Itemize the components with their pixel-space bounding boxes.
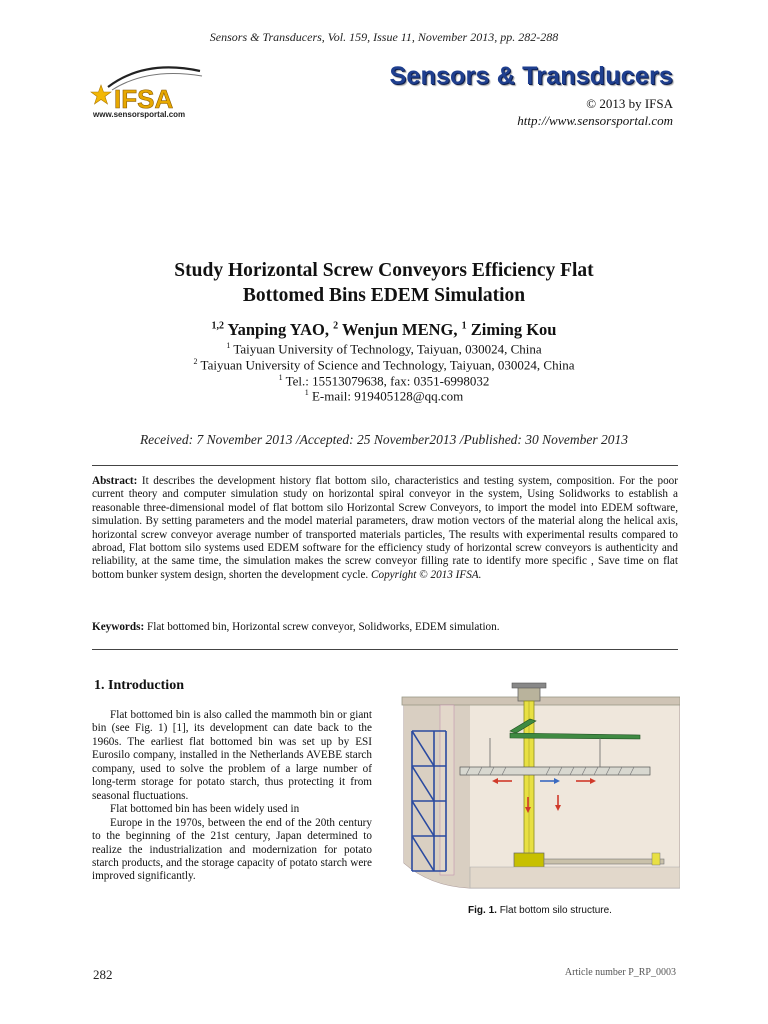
abstract-copyright: Copyright © 2013 IFSA. xyxy=(371,568,482,581)
journal-url[interactable]: http://www.sensorsportal.com xyxy=(517,113,673,128)
author-2: Wenjun MENG, xyxy=(341,320,458,339)
logo-text: IFSA xyxy=(114,84,174,114)
introduction-body xyxy=(92,709,372,884)
contact-email xyxy=(0,388,768,404)
page-number: 282 xyxy=(93,967,113,982)
contact-email-mark: 1 xyxy=(304,388,309,397)
affiliation-2-text: Taiyuan University of Science and Technology, Taiyuan, 030024, China xyxy=(200,357,575,373)
affiliation-1-mark: 1 xyxy=(226,341,231,350)
affiliation-2-mark: 2 xyxy=(193,357,198,366)
publication-dates: Received: 7 November 2013 /Accepted: 25 November2013 /Published: 30 November 2013 xyxy=(139,432,629,447)
intro-paragraph-2: Flat bottomed bin has been widely used in xyxy=(110,803,300,816)
affiliation-1 xyxy=(0,341,768,357)
figure-1-caption xyxy=(400,905,680,916)
keywords xyxy=(92,621,678,633)
abstract-label: Abstract: xyxy=(92,475,138,487)
journal-name: Sensors & Transducers xyxy=(389,62,673,90)
author-1: Yanping YAO, xyxy=(227,320,330,339)
article-number: Article number P_RP_0003 xyxy=(564,967,676,978)
intro-paragraph-3: Europe in the 1970s, between the end of the 20th century to the beginning of the 21st century, Japan determined to realize the industrialization and modernization for potato starch products, and the storage capacity of potato starch were improved significantly. xyxy=(92,816,372,883)
contact-phone-text: Tel.: 15513079638, fax: 0351-6998032 xyxy=(285,373,490,389)
divider-top xyxy=(92,465,678,466)
contact-phone-mark: 1 xyxy=(278,373,283,382)
authors xyxy=(0,320,768,340)
keywords-label: Keywords: xyxy=(92,621,145,633)
affiliation-1-text: Taiyuan University of Technology, Taiyuan, 030024, China xyxy=(233,341,542,357)
logo-url: www.sensorsportal.com xyxy=(93,110,186,119)
figure-1-label: Fig. 1. xyxy=(468,905,497,916)
abstract-text: It describes the development history flat bottom silo, characteristics and testing system, composition. For the poor current theory and computer simulation study on horizontal spiral conveyor in the system, Using Solidworks to establish a reasonable three-dimensional model of flat bottom silo Horizontal Screw Conveyors, to import the model into EDEM software, simulation. By setting parameters and the model material parameters, draw motion vectors of the material along the helical axis, horizontal screw conveyor average number of transported materials particles, The results with experimental results compared to abroad, Flat bottom silo systems used EDEM software for the efficiency study of horizontal screw conveyors is authenticity and reliability, at the same time, the simulation makes the screw conveyor filling rate to identify more specific , Save time on flat bottom bunker system design, shorten the development cycle. xyxy=(92,475,678,581)
contact-email-text[interactable]: E-mail: 919405128@qq.com xyxy=(311,388,464,404)
keywords-text: Flat bottomed bin, Horizontal screw conveyor, Solidworks, EDEM simulation. xyxy=(147,621,500,633)
intro-paragraph-1: Flat bottomed bin is also called the mammoth bin or giant bin (see Fig. 1) [1], its development can date back to the 1960s. The earliest flat bottomed bin was set up by ESI Eurosilo company, installed in the Netherlands AVEBE starch company, used to solve the problem of a large number of long-term storage for potato starch, thus protecting it from seasonal fluctuations. xyxy=(92,709,372,802)
author-2-affiliation: 2 xyxy=(333,320,339,332)
paper-title-line-2: Bottomed Bins EDEM Simulation xyxy=(242,285,526,306)
journal-copyright: © 2013 by IFSA xyxy=(586,96,673,111)
abstract xyxy=(92,475,678,582)
contact-phone xyxy=(0,373,768,389)
figure-1-silo-image xyxy=(400,681,680,894)
figure-1-caption-text: Flat bottom silo structure. xyxy=(499,905,612,916)
running-head: Sensors & Transducers, Vol. 159, Issue 11, November 2013, pp. 282-288 xyxy=(209,30,559,44)
paper-title xyxy=(60,258,708,308)
divider-bottom xyxy=(92,649,678,650)
author-3: Ziming Kou xyxy=(470,320,557,339)
author-3-affiliation: 1 xyxy=(461,320,467,332)
flat-bottom-silo-illustration xyxy=(400,681,680,894)
affiliation-2 xyxy=(0,357,768,373)
paper-title-line-1: Study Horizontal Screw Conveyors Efficiency Flat xyxy=(174,260,594,281)
author-1-affiliation: 1,2 xyxy=(211,320,224,332)
section-heading-introduction: 1. Introduction xyxy=(94,678,184,693)
